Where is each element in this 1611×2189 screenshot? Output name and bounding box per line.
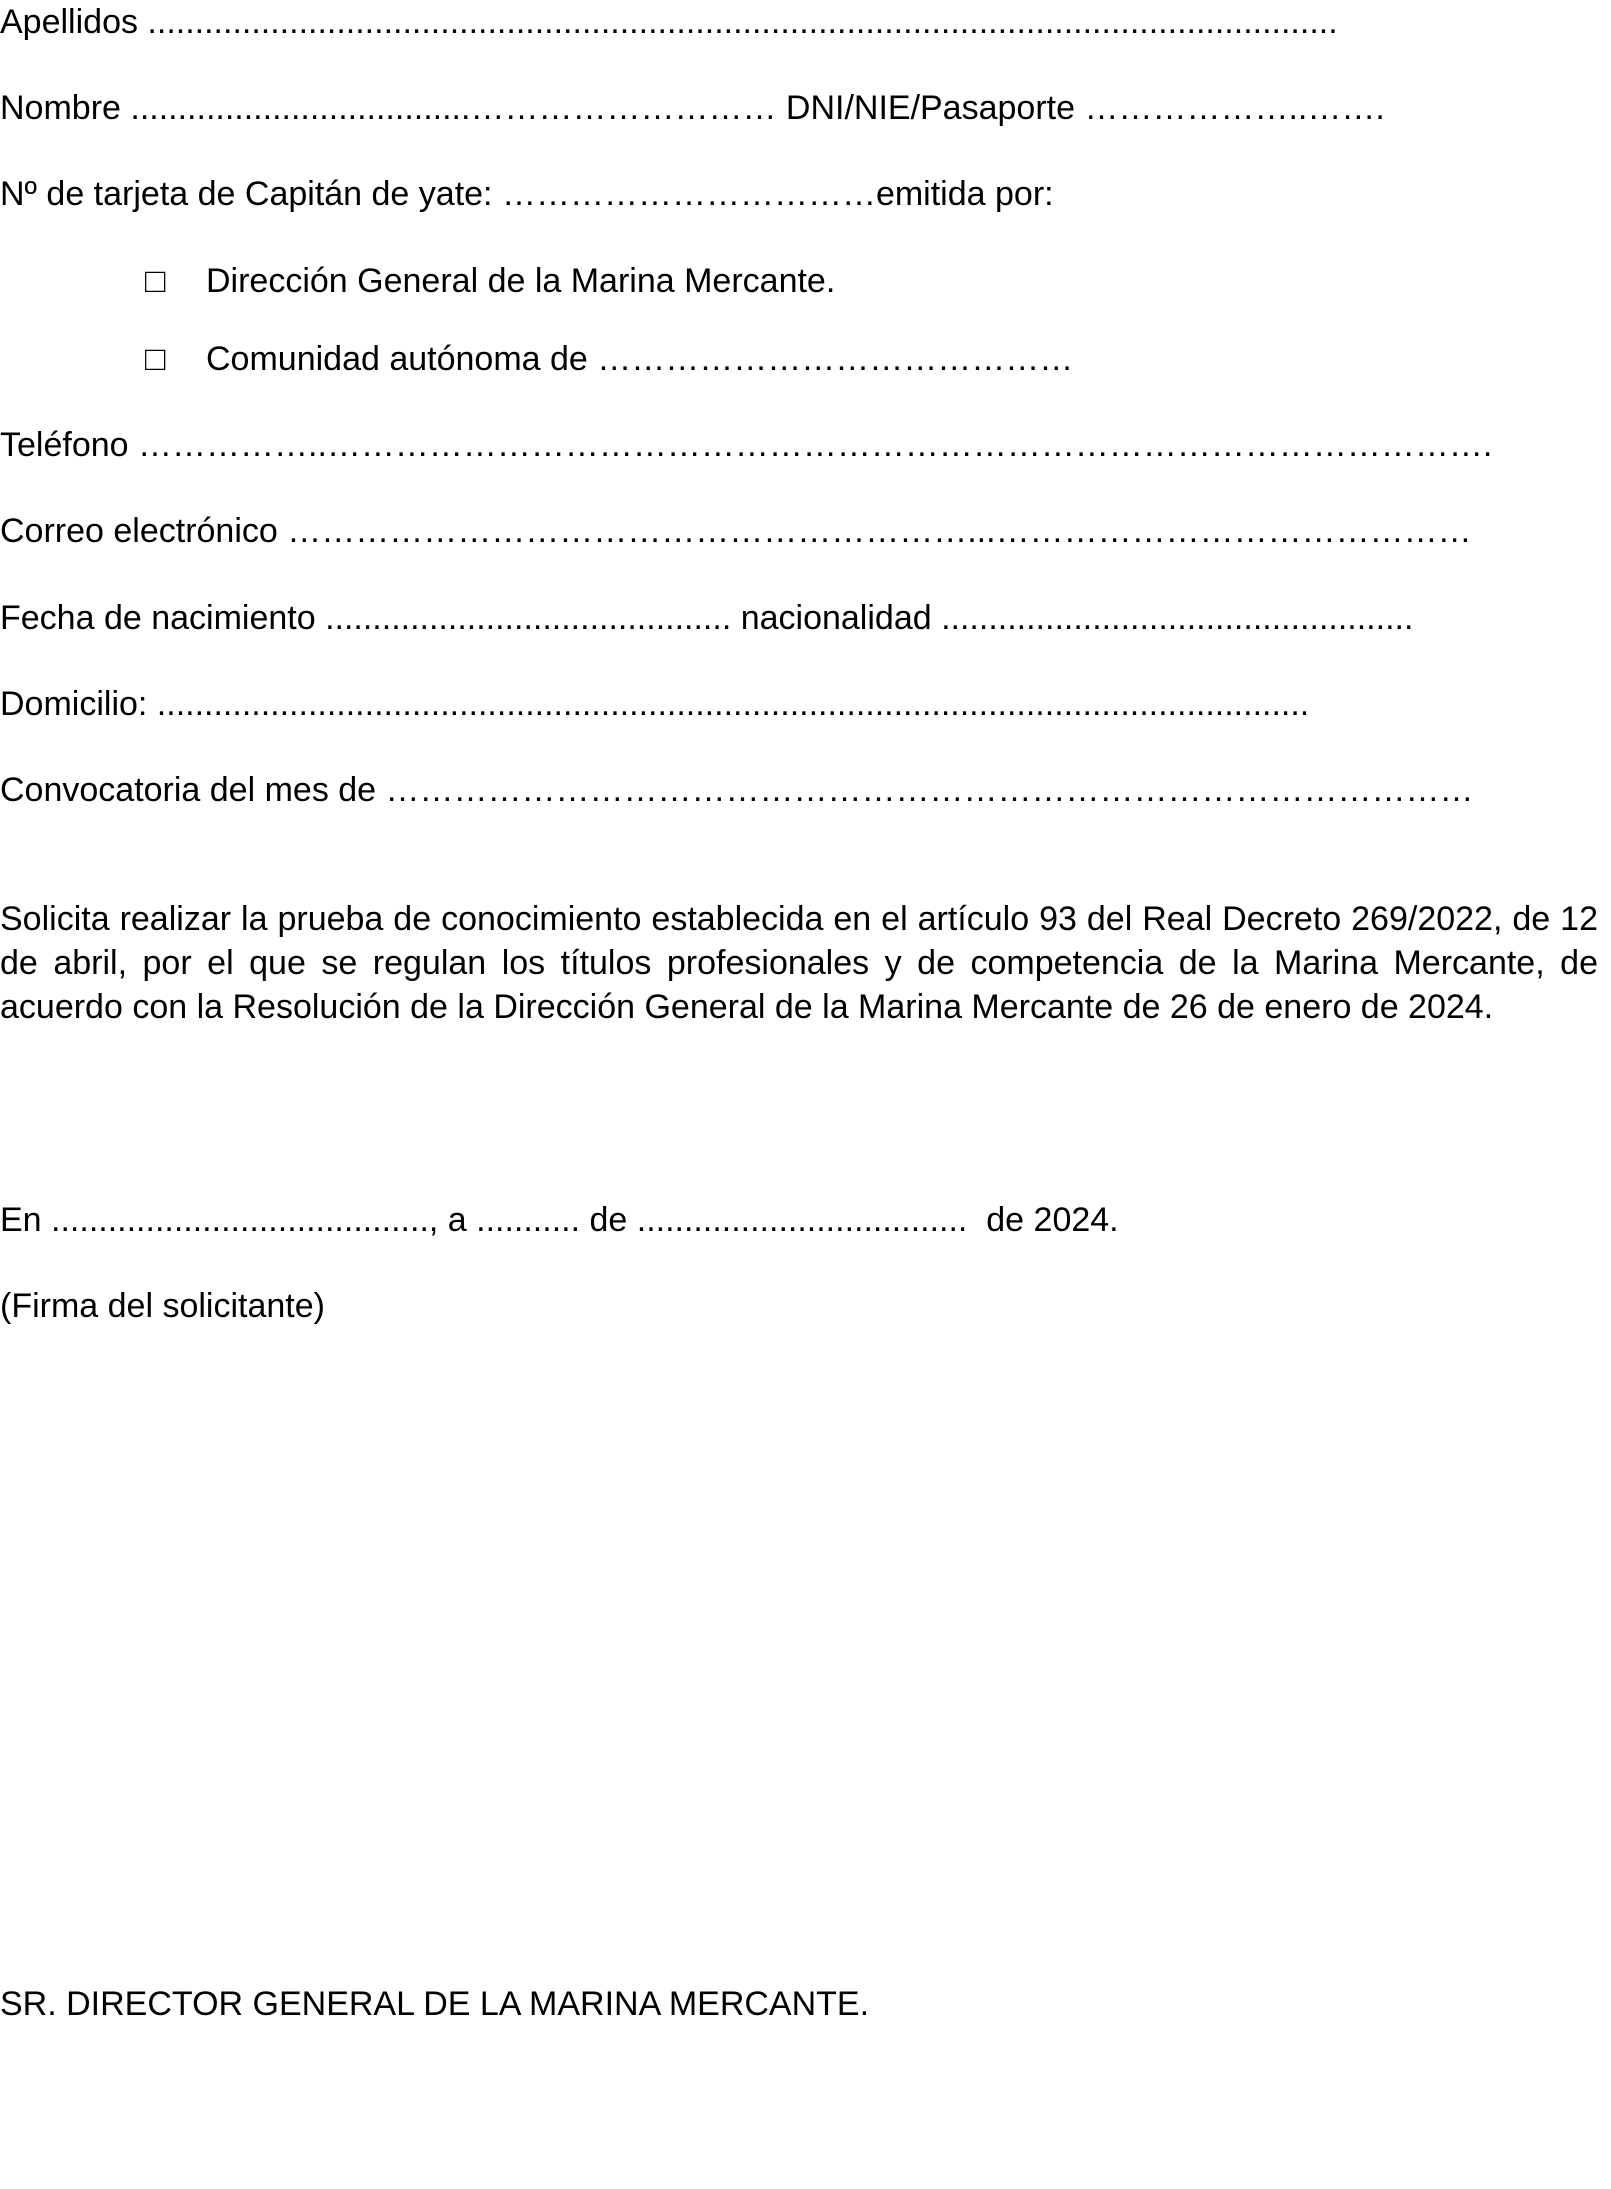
domicilio-field[interactable]: Domicilio: ..........................................................................................................................: [0, 685, 1310, 723]
comunidad-autonoma-field[interactable]: Comunidad autónoma de ……………………………………: [206, 340, 1074, 378]
apellidos-field[interactable]: Apellidos ..............................................................................................................................: [0, 3, 1338, 41]
checkbox-comunidad[interactable]: □: [145, 340, 166, 378]
checkbox-dgmm[interactable]: □: [145, 262, 166, 300]
lugar-fecha-field[interactable]: En ........................................, a ........... de ................................... de 2024.: [0, 1201, 1119, 1239]
destinatario: SR. DIRECTOR GENERAL DE LA MARINA MERCANTE.: [0, 1985, 870, 2023]
tarjeta-capitan-field[interactable]: Nº de tarjeta de Capitán de yate: ……………………………emitida por:: [0, 175, 1054, 213]
solicitud-paragraph: Solicita realizar la prueba de conocimiento establecida en el artículo 93 del Real Decreto 269/2022, de 12 de abril, por el que se regulan los títulos profesionales y de competencia de la Marina Mercante, de acuerdo con la Resolución de la Dirección General de la Marina Mercante de 26 de enero de 2024.: [0, 900, 1598, 1026]
nombre-dni-field[interactable]: Nombre ....................................……………………… DNI/NIE/Pasaporte ………………..…….: [0, 89, 1385, 127]
correo-field[interactable]: Correo electrónico ……………………………………………………...……………………………………: [0, 512, 1472, 550]
telefono-field[interactable]: Teléfono ……………..………………………………………………………………………………………….: [0, 426, 1493, 464]
convocatoria-field[interactable]: Convocatoria del mes de ……………………………………………………………………………………: [0, 771, 1474, 809]
checkbox-dgmm-label: Dirección General de la Marina Mercante.: [206, 262, 836, 300]
fecha-nacionalidad-field[interactable]: Fecha de nacimiento ........................................... nacionalidad ..................................................: [0, 599, 1414, 637]
firma-label: (Firma del solicitante): [0, 1287, 325, 1325]
